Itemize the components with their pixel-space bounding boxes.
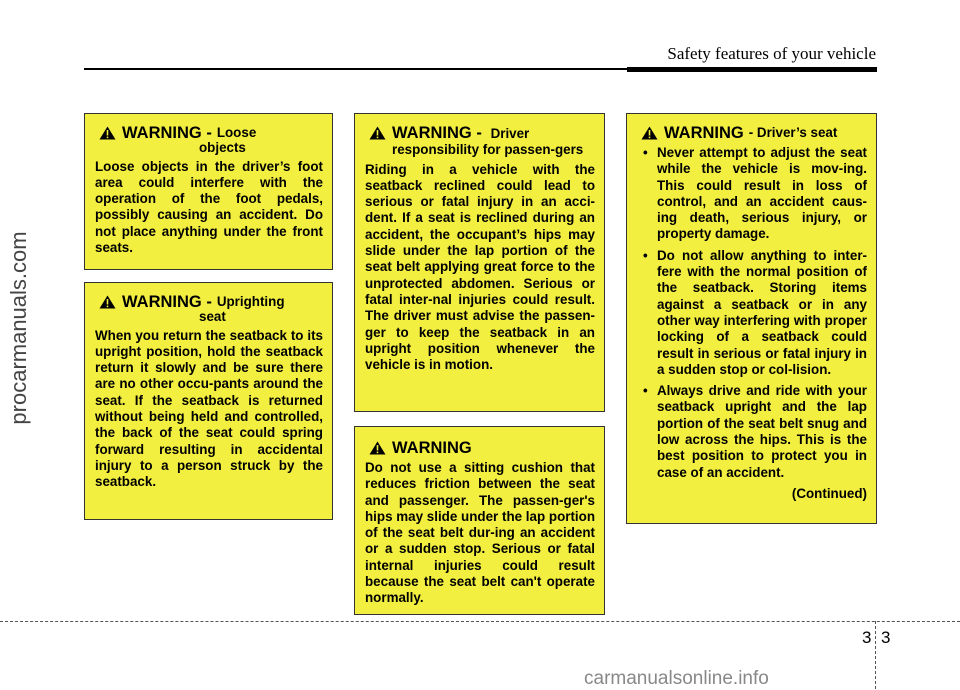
- warning-label: WARNING -: [122, 293, 212, 311]
- warning-box-loose-objects: [84, 113, 333, 270]
- continued-label: (Continued): [791, 485, 867, 501]
- warning-triangle-icon: [99, 295, 116, 309]
- warning-body: Riding in a vehicle with the seatback reclined could lead to serious or fatal injury in an acci-dent. If a seat is reclined during an accident, the occupant’s hips may slide under the lap portion of the seat belt applying great force to the unprotected abdomen. Serious or fatal inter-nal injuries could result. The driver must advise the passen-ger to keep the seatback in an upright position whenever the vehicle is in motion.: [365, 161, 595, 373]
- warning-label: WARNING -: [392, 124, 482, 142]
- list-item: • Always drive and ride with your seatback upright and the lap portion of the seat belt snug and low across the hips. This is the best position to protect you in case of an accident.: [637, 383, 867, 481]
- list-item: • Do not allow anything to inter-fere with the normal position of the seatback. Storing items against a seatback or in any other way interfering with proper locking of a seatback could result in serious or fatal injury in a sudden stop or col-lision.: [637, 248, 867, 378]
- warning-title: [641, 124, 867, 142]
- warning-subtitle: Driver responsibility for passen-gers: [392, 126, 584, 158]
- warning-body: When you return the seatback to its upright position, hold the seatback return it slowly and be sure there are no other occu-pants around the seat. If the seatback is returned without being held and controlled, the back of the seat could spring forward resulting in accidental injury to a person struck by the seatback.: [95, 327, 323, 490]
- side-watermark: procarmanuals.com: [6, 231, 31, 425]
- warning-subtitle: - Driver’s seat: [748, 125, 838, 140]
- header-rule-accent: [627, 67, 877, 72]
- warning-box-driver-responsibility: [354, 113, 605, 412]
- warning-label: WARNING: [392, 439, 472, 457]
- footer-rule: [0, 621, 960, 622]
- warning-subtitle-cont: seat: [199, 309, 226, 324]
- warning-label: WARNING: [664, 124, 744, 142]
- warning-triangle-icon: [369, 126, 386, 140]
- warning-triangle-icon: [369, 441, 386, 455]
- page-number: 3: [881, 628, 891, 647]
- list-item: • Never attempt to adjust the seat while the vehicle is mov-ing. This could result in loss of control, and an accident caus-ing death, serious injury, or property damage.: [637, 145, 867, 243]
- footer-divider: [875, 621, 876, 689]
- warning-body: Loose objects in the driver’s foot area could interfere with the operation of the foot pedals, possibly causing an accident. Do not place anything under the front seats.: [95, 158, 323, 255]
- warning-box-uprighting-seat: [84, 282, 333, 520]
- warning-bullet-list: [637, 145, 867, 481]
- warning-title: [369, 124, 595, 159]
- warning-triangle-icon: [641, 126, 658, 140]
- warning-label: WARNING -: [122, 124, 212, 142]
- warning-subtitle: Loose: [216, 125, 257, 140]
- warning-subtitle-cont: objects: [199, 140, 246, 155]
- warning-box-sitting-cushion: [354, 426, 605, 615]
- warning-subtitle: Uprighting: [216, 294, 285, 309]
- warning-body: Do not use a sitting cushion that reduces friction between the seat and passenger. The passen-ger's hips may slide under the lap portion of the seat belt dur-ing an accident or a sudden stop. Serious or fatal internal injuries could result because the seat belt can't operate normally.: [365, 460, 595, 606]
- warning-box-drivers-seat: [626, 113, 877, 524]
- warning-triangle-icon: [99, 126, 116, 140]
- section-header: Safety features of your vehicle: [667, 44, 876, 63]
- bottom-watermark: carmanualsonline.info: [584, 668, 769, 689]
- chapter-number: 3: [862, 628, 872, 647]
- warning-title: [369, 439, 595, 457]
